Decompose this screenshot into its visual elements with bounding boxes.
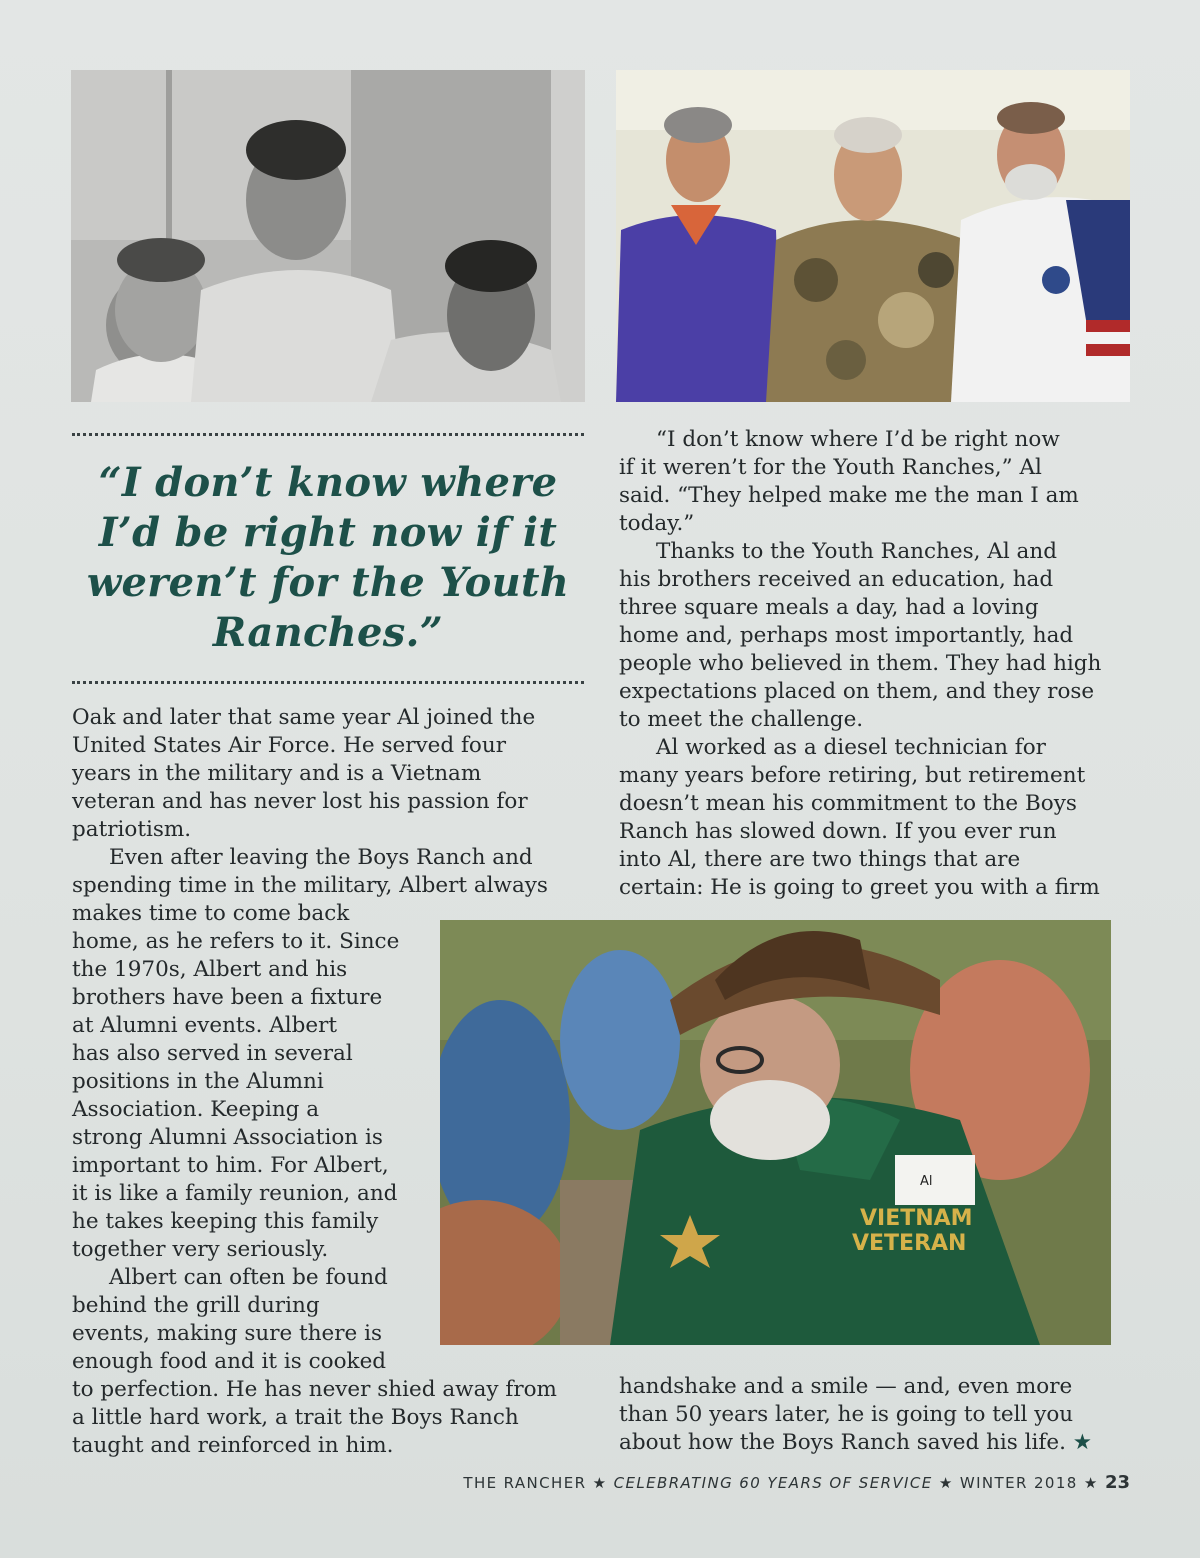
footer-publication: THE RANCHER (463, 1474, 587, 1492)
footer-star-icon: ★ (1083, 1474, 1099, 1492)
text-line: Al worked as a diesel technician for (656, 735, 1046, 760)
text-line: home and, perhaps most importantly, had (619, 623, 1074, 648)
text-line: important to him. For Albert, (72, 1153, 389, 1178)
text-line: into Al, there are two things that are (619, 847, 1021, 872)
text-line: a little hard work, a trait the Boys Ranch (72, 1405, 519, 1430)
text-line-content: about how the Boys Ranch saved his life. (619, 1430, 1066, 1455)
paragraph (619, 538, 1139, 734)
text-line: to meet the challenge. (619, 707, 864, 732)
right-column-upper (619, 426, 1139, 902)
text-line: certain: He is going to greet you with a firm (619, 875, 1100, 900)
footer-star-icon: ★ (938, 1474, 954, 1492)
end-star-icon: ★ (1072, 1430, 1093, 1455)
text-line: taught and reinforced in him. (72, 1433, 394, 1458)
text-line: years in the military and is a Vietnam (72, 761, 482, 786)
text-line: handshake and a smile — and, even more (619, 1374, 1073, 1399)
pull-quote-line: “I don’t know where (98, 459, 558, 506)
text-line: “I don’t know where I’d be right now (656, 427, 1060, 452)
svg-text:VETERAN: VETERAN (852, 1231, 967, 1256)
text-line: if it weren’t for the Youth Ranches,” Al (619, 455, 1042, 480)
text-line: three square meals a day, had a loving (619, 595, 1039, 620)
text-line: Even after leaving the Boys Ranch and (109, 845, 533, 870)
text-line: he takes keeping this family (72, 1209, 379, 1234)
text-line: enough food and it is cooked (72, 1349, 387, 1374)
page-number: 23 (1104, 1472, 1130, 1493)
dotted-rule-bottom (72, 681, 584, 684)
text-line: strong Alumni Association is (72, 1125, 383, 1150)
text-line: patriotism. (72, 817, 192, 842)
text-line: today.” (619, 511, 695, 536)
text-line: positions in the Alumni (72, 1069, 324, 1094)
text-line: Thanks to the Youth Ranches, Al and (656, 539, 1057, 564)
pull-quote-line: I’d be right now if it (98, 509, 558, 556)
svg-text:VIETNAM: VIETNAM (860, 1206, 973, 1231)
text-line: at Alumni events. Albert (72, 1013, 338, 1038)
paragraph (72, 704, 592, 844)
text-line: makes time to come back (72, 901, 350, 926)
text-line: many years before retiring, but retirement (619, 763, 1086, 788)
dotted-rule-top (72, 433, 584, 436)
paragraph (619, 426, 1139, 538)
text-line: the 1970s, Albert and his (72, 957, 348, 982)
text-line: together very seriously. (72, 1237, 329, 1262)
text-line: people who believed in them. They had high (619, 651, 1102, 676)
text-line: Oak and later that same year Al joined the (72, 705, 536, 730)
svg-text:Al: Al (920, 1174, 933, 1189)
text-line (619, 1429, 1139, 1457)
text-line: United States Air Force. He served four (72, 733, 506, 758)
text-line: said. “They helped make me the man I am (619, 483, 1079, 508)
paragraph (619, 734, 1139, 902)
footer-star-icon: ★ (592, 1474, 608, 1492)
text-line: veteran and has never lost his passion for (72, 789, 528, 814)
pull-quote (72, 458, 584, 658)
text-line: home, as he refers to it. Since (72, 929, 400, 954)
text-line: Association. Keeping a (72, 1097, 320, 1122)
photo-three-boys (71, 70, 585, 402)
footer-issue: WINTER 2018 (959, 1474, 1078, 1492)
photo-three-men (616, 70, 1130, 402)
text-line: events, making sure there is (72, 1321, 383, 1346)
text-line: doesn’t mean his commitment to the Boys (619, 791, 1077, 816)
text-line: Albert can often be found (109, 1265, 388, 1290)
text-line: Ranch has slowed down. If you ever run (619, 819, 1057, 844)
paragraph (619, 1373, 1139, 1457)
text-line: expectations placed on them, and they rose (619, 679, 1095, 704)
pull-quote-line: Ranches.” (212, 609, 444, 656)
text-line: behind the grill during (72, 1293, 320, 1318)
pull-quote-line: weren’t for the Youth (86, 559, 570, 606)
text-line: his brothers received an education, had (619, 567, 1054, 592)
text-line: has also served in several (72, 1041, 353, 1066)
text-line: spending time in the military, Albert always (72, 873, 548, 898)
text-line: to perfection. He has never shied away from (72, 1377, 557, 1402)
photo-al-in-hat (440, 920, 1111, 1345)
text-line: it is like a family reunion, and (72, 1181, 398, 1206)
footer-tagline: CELEBRATING 60 YEARS OF SERVICE (613, 1474, 933, 1492)
text-line: brothers have been a fixture (72, 985, 383, 1010)
right-column-lower (619, 1373, 1139, 1457)
page-footer (380, 1472, 1130, 1496)
text-line: than 50 years later, he is going to tell you (619, 1402, 1074, 1427)
